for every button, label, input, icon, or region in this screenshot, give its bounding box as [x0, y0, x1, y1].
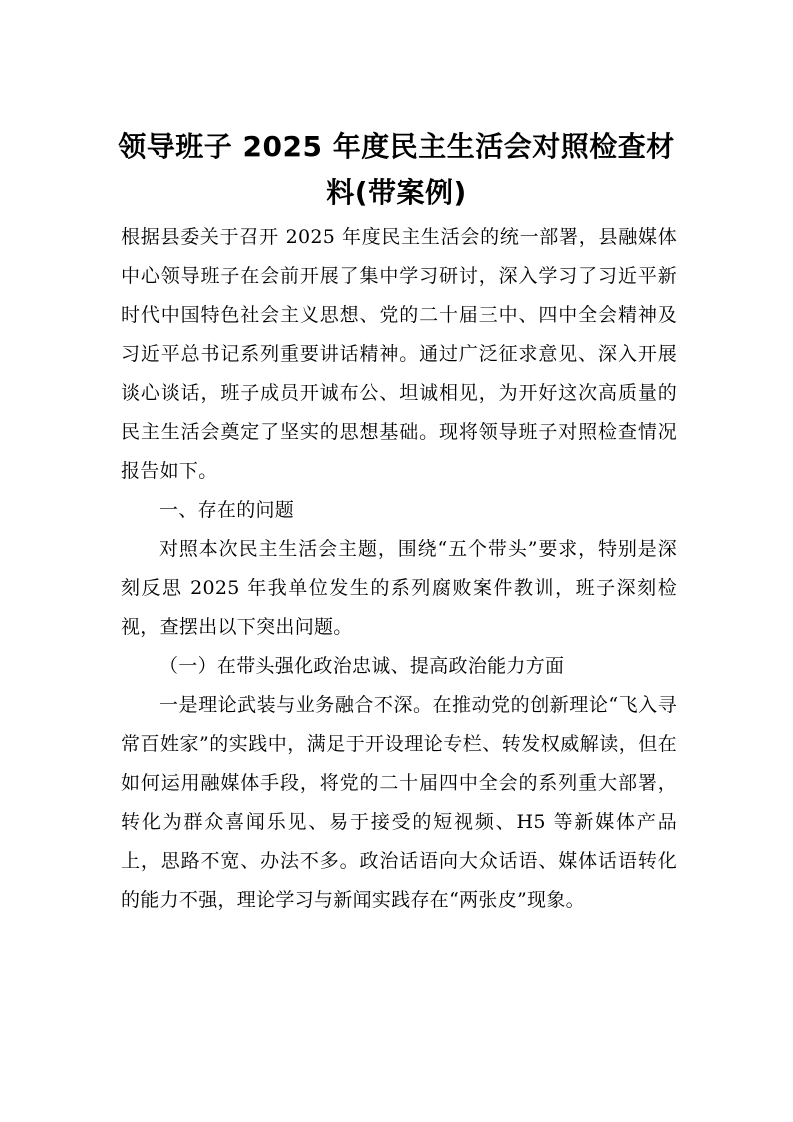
intro-paragraph: 根据县委关于召开 2025 年度民主生活会的统一部署，县融媒体中心领导班子在会前开展了集中学习研讨，深入学习了习近平新时代中国特色社会主义思想、党的二十届三中、四中全会精神及习近平总书记系列重要讲话精神。通过广泛征求意见、深入开展谈心谈话，班子成员开诚布公、坦诚相见，为开好这次高质量的民主生活会奠定了坚实的思想基础。现将领导班子对照检查情况报告如下。 — [121, 226, 677, 482]
document-title-line-2: 料(带案例) — [326, 176, 467, 209]
section-1-intro-paragraph: 对照本次民主生活会主题，围绕“五个带头”要求，特别是深刻反思 2025 年我单位发生的系列腐败案件教训，班子深刻检视，查摆出以下突出问题。 — [121, 538, 677, 638]
section-1-heading: 一、存在的问题 — [159, 499, 295, 521]
document-title-line-1: 领导班子 2025 年度民主生活会对照检查材 — [118, 130, 675, 163]
document-body — [121, 218, 677, 920]
point-1-paragraph: 一是理论武装与业务融合不深。在推动党的创新理论“飞入寻常百姓家”的实践中，满足于开设理论专栏、转发权威解读，但在如何运用融媒体手段，将党的二十届四中全会的系列重大部署，转化为群众喜闻乐见、易于接受的短视频、H5 等新媒体产品上，思路不宽、办法不多。政治话语向大众话语、媒体话语转化的能力不强，理论学习与新闻实践存在“两张皮”现象。 — [121, 694, 677, 911]
subsection-1-heading: （一）在带头强化政治忠诚、提高政治能力方面 — [159, 655, 565, 677]
